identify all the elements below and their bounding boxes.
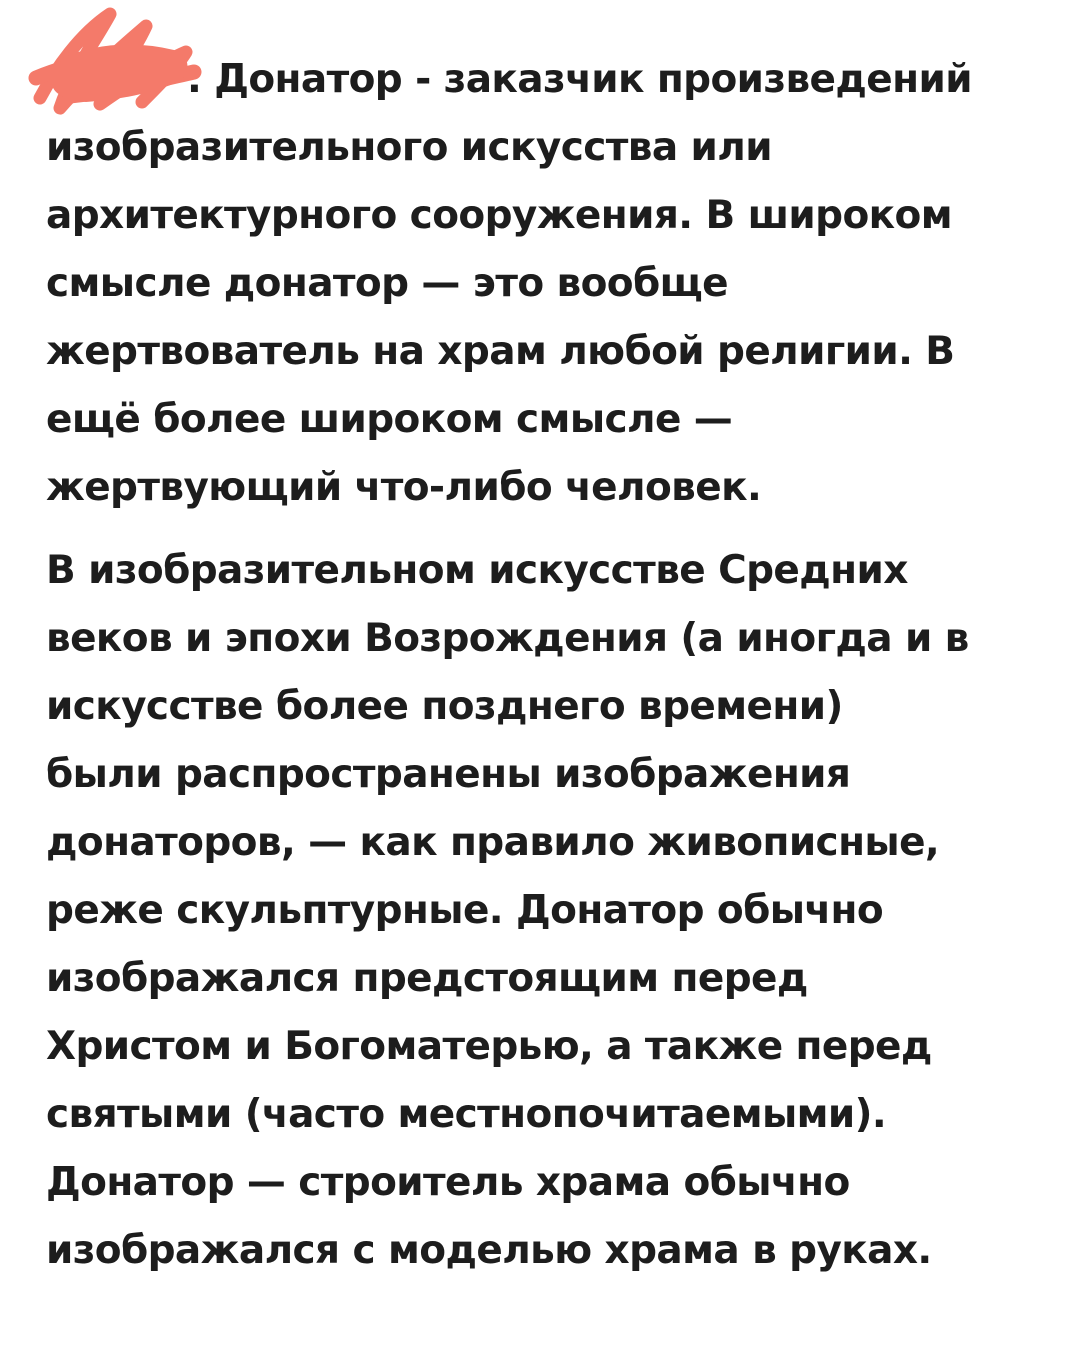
- paragraph-2: [46, 537, 1046, 1353]
- paragraph-2-line: реже скульптурные. Донатор обычно: [46, 888, 884, 933]
- paragraph-1-line: ещё более широком смысле —: [46, 397, 733, 442]
- paragraph-2-line: святыми (часто местнопочитаемыми).: [46, 1092, 887, 1137]
- paragraph-2-line: изображался с моделью храма в руках.: [46, 1228, 932, 1273]
- paragraph-2-line: были распространены изображения: [46, 752, 851, 797]
- paragraph-2-line: В изобразительном искусстве Средних: [46, 548, 908, 593]
- paragraph-2-line: [46, 1285, 1046, 1353]
- paragraph-1-line: жертвующий что-либо человек.: [46, 465, 762, 510]
- paragraph-2-line: веков и эпохи Возрождения (а иногда и в: [46, 616, 969, 661]
- paragraph-2-line: Донатор — строитель храма обычно: [46, 1160, 850, 1205]
- paragraph-1-line: жертвователь на храм любой религии. В: [46, 329, 955, 374]
- paragraph-1-line: изобразительного искусства или: [46, 125, 772, 170]
- redaction-scribble: [26, 6, 206, 126]
- paragraph-2-line: изображался предстоящим перед: [46, 956, 808, 1001]
- paragraph-2-line: донаторов, — как правило живописные,: [46, 820, 940, 865]
- paragraph-2-line: Христом и Богоматерью, а также перед: [46, 1024, 932, 1069]
- paragraph-1-line: архитектурного сооружения. В широком: [46, 193, 952, 238]
- paragraph-1-line: смысле донатор — это вообще: [46, 261, 728, 306]
- paragraph-2-line: искусстве более позднего времени): [46, 684, 843, 729]
- paragraph-1-line: . Донатор - заказчик произведений: [187, 57, 972, 102]
